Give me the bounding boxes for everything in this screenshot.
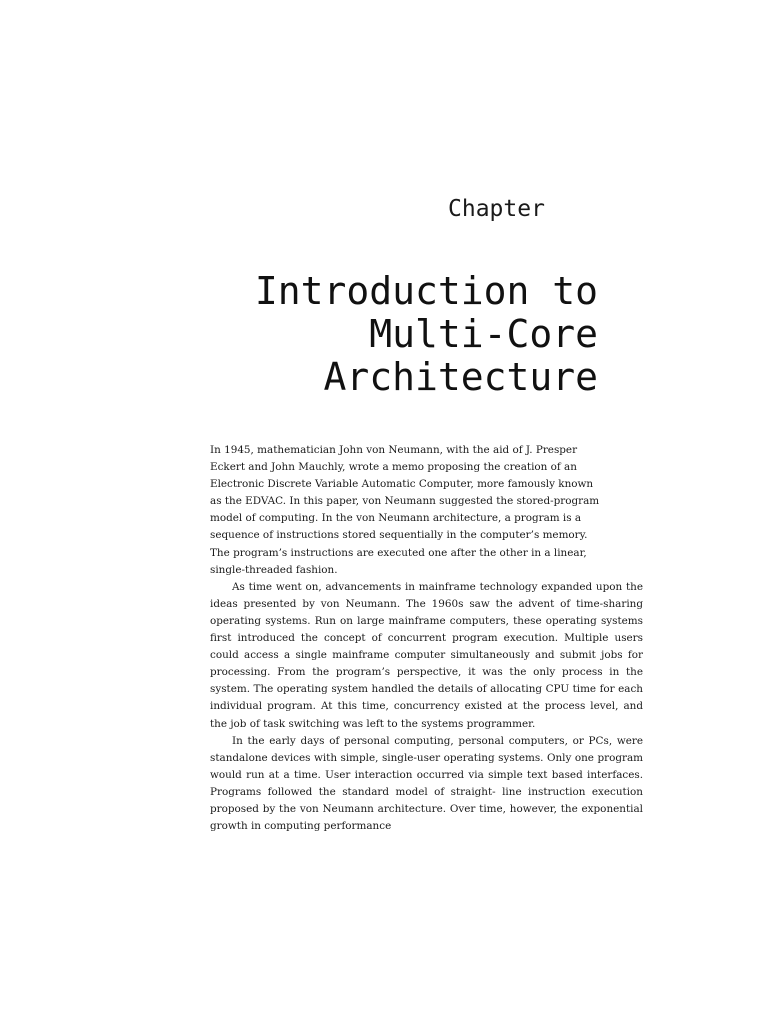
title-line: Multi-Core — [369, 312, 598, 356]
intro-line: sequence of instructions stored sequentially in the computer’s memory. — [210, 529, 588, 542]
chapter-label: Chapter — [448, 196, 545, 222]
intro-line: Electronic Discrete Variable Automatic Computer, more famously known — [210, 478, 594, 491]
intro-paragraph — [210, 442, 643, 579]
intro-line: The program’s instructions are executed one after the other in a linear, — [210, 546, 587, 559]
intro-line: In 1945, mathematician John von Neumann, with the aid of J. Presper — [210, 444, 578, 456]
title-line: Architecture — [323, 355, 598, 399]
intro-line: Eckert and John Mauchly, wrote a memo proposing the creation of an — [210, 461, 577, 474]
body-paragraph: In the early days of personal computing, personal computers, or PCs, were standalone devices with simple, single-user operating systems. Only one program would run at a time. User interaction occurred via simple text based interfaces. Programs followed the standard model of straight- line instruction execution proposed by the von Neumann architecture. Over time, however, the exponential growth in computing performance — [210, 734, 643, 833]
chapter-title — [178, 270, 598, 399]
intro-line: model of computing. In the von Neumann architecture, a program is a — [210, 512, 582, 525]
body-text — [210, 442, 643, 835]
intro-line: single-threaded fashion. — [210, 563, 338, 576]
title-line: Introduction to — [254, 269, 598, 313]
intro-line: as the EDVAC. In this paper, von Neumann suggested the stored-program — [210, 495, 600, 508]
body-paragraph: As time went on, advancements in mainframe technology expanded upon the ideas presented by von Neumann. The 1960s saw the advent of time-sharing operating systems. Run on large mainframe computers, these operating systems first introduced the concept of concurrent program execution. Multiple users could access a single mainframe computer simultaneously and submit jobs for processing. From the program’s perspective, it was the only process in the system. The operating system handled the details of allocating CPU time for each individual program. At this time, concurrency existed at the process level, and the job of task switching was left to the systems programmer. — [210, 580, 643, 730]
